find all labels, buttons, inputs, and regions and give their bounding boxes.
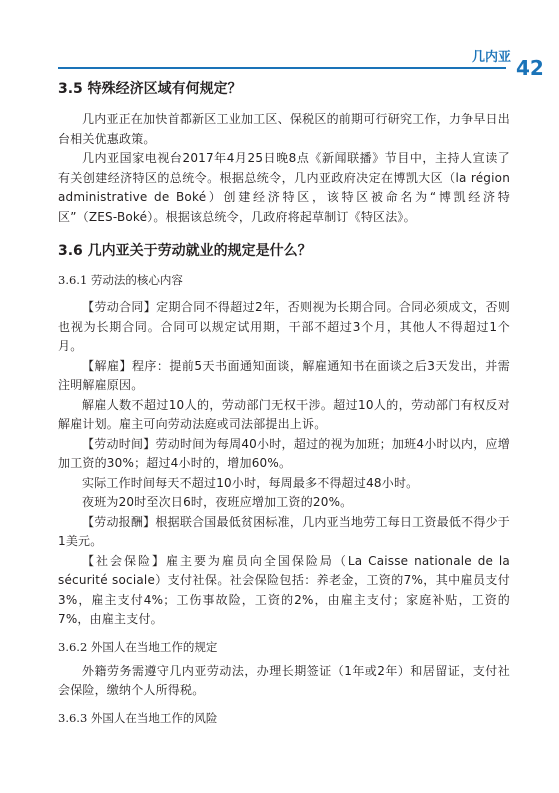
subsection-title-3-6-3: 3.6.3 外国人在当地工作的风险 <box>58 710 218 725</box>
header-label: 几内亚 <box>472 50 512 65</box>
paragraph: 【社会保险】雇主要为雇员向全国保险局（La Caisse nationale de la sécurité sociale）支付社保。社会保险包括：养老金，工资的7%，其中雇员支付3%，雇主支付4%；工伤事故险，工资的2%，由雇主支付；家庭补贴，工资的7%，由雇主支付。 <box>58 553 510 626</box>
page-content <box>58 79 510 727</box>
paragraph: 【解雇】程序：提前5天书面通知面谈，解雇通知书在面谈之后3天发出，并需注明解雇原因。 <box>58 358 510 392</box>
paragraph: 解雇人数不超过10人的，劳动部门无权干涉。超过10人的，劳动部门有权反对解雇计划。雇主可向劳动法庭或司法部提出上诉。 <box>58 397 510 431</box>
paragraph: 【劳动合同】定期合同不得超过2年，否则视为长期合同。合同必须成文，否则也视为长期合同。合同可以规定试用期，干部不超过3个月，其他人不得超过1个月。 <box>58 300 510 353</box>
paragraph: 外籍劳务需遵守几内亚劳动法，办理长期签证（1年或2年）和居留证，支付社会保险，缴纳个人所得税。 <box>58 663 510 697</box>
paragraph: 几内亚国家电视台2017年4月25日晚8点《新闻联播》节目中，主持人宣读了有关创建经济特区的总统令。根据总统令，几内亚政府决定在博凯大区（la région administrative de Boké）创建经济特区，该特区被命名为“博凯经济特区”（ZES-Boké）。根据该总统令，几政府将起草制订《特区法》。 <box>58 151 510 224</box>
header-rule <box>58 67 506 69</box>
paragraph: 夜班为20时至次日6时，夜班应增加工资的20%。 <box>82 495 353 509</box>
page-number: 42 <box>516 56 544 80</box>
paragraph: 【劳动报酬】根据联合国最低贫困标准，几内亚当地劳工每日工资最低不得少于1美元。 <box>58 514 510 548</box>
section-title-3-5: 3.5 特殊经济区域有何规定？ <box>58 81 242 97</box>
section-title-3-6: 3.6 几内亚关于劳动就业的规定是什么？ <box>58 243 312 259</box>
paragraph: 实际工作时间每天不超过10小时，每周最多不得超过48小时。 <box>82 475 419 490</box>
paragraph: 几内亚正在加快首都新区工业加工区、保税区的前期可行研究工作，力争早日出台相关优惠政策。 <box>58 112 510 146</box>
subsection-title-3-6-1: 3.6.1 劳动法的核心内容 <box>58 273 183 287</box>
subsection-title-3-6-2: 3.6.2 外国人在当地工作的规定 <box>58 639 218 654</box>
paragraph: 【劳动时间】劳动时间为每周40小时，超过的视为加班；加班4小时以内，应增加工资的30%；超过4小时的，增加60%。 <box>58 436 510 470</box>
